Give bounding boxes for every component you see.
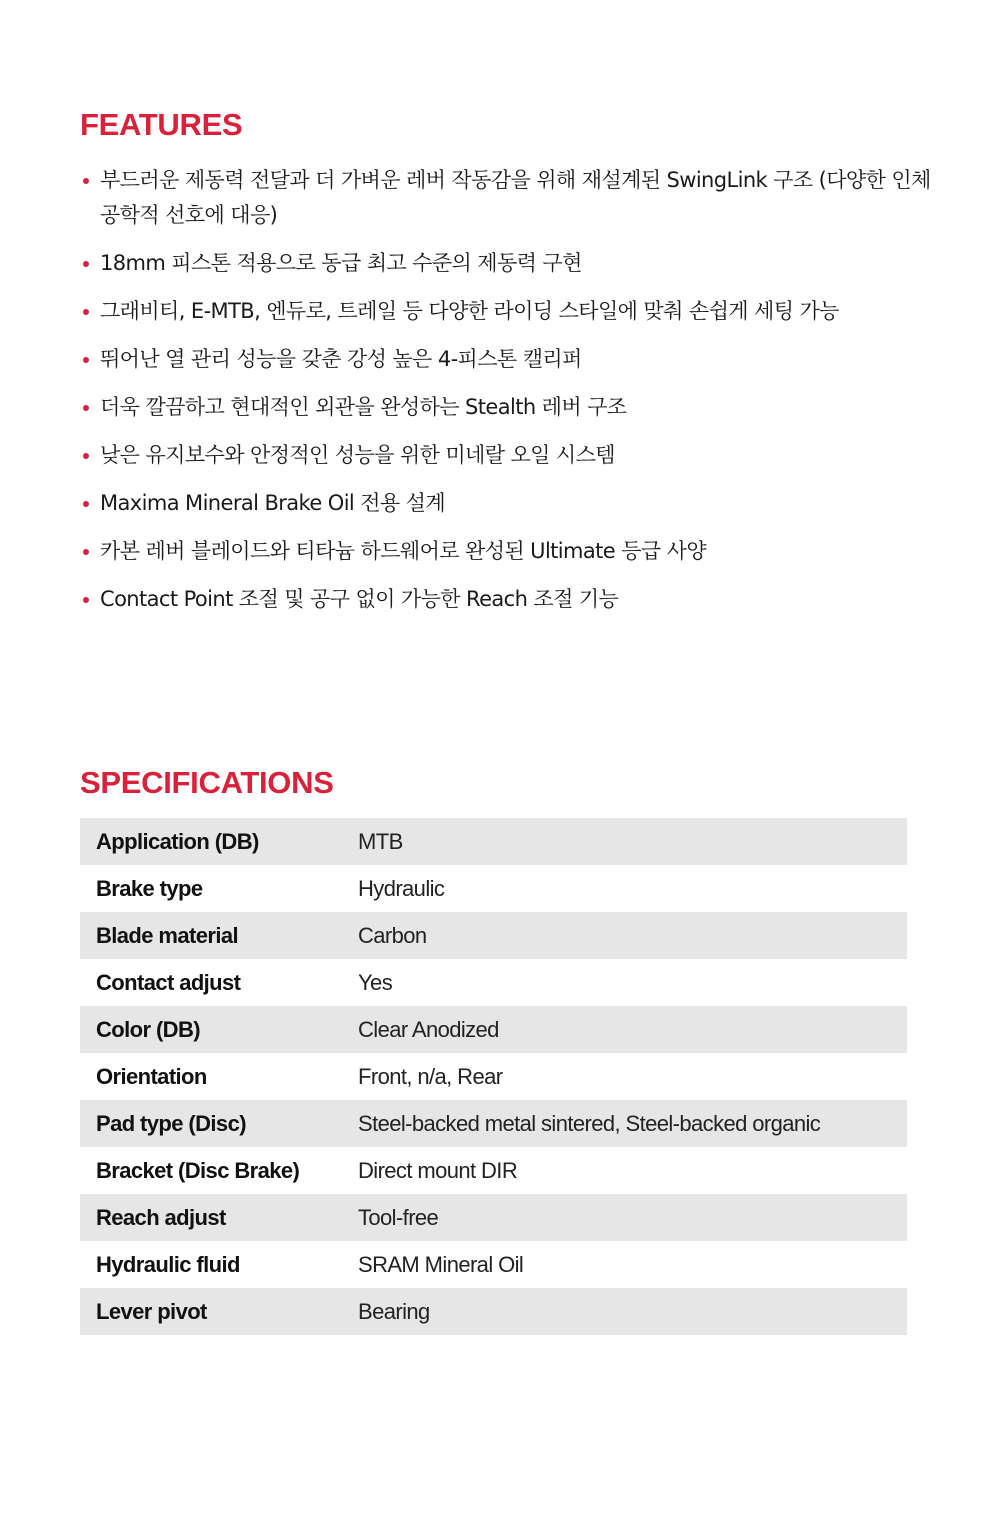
spec-value: Yes bbox=[358, 969, 393, 995]
spec-label: Color (DB) bbox=[80, 1006, 358, 1053]
specifications-table bbox=[80, 818, 907, 1335]
spec-label: Reach adjust bbox=[80, 1194, 358, 1241]
specifications-title: SPECIFICATIONS bbox=[80, 765, 334, 800]
feature-item bbox=[80, 534, 940, 569]
spec-row bbox=[80, 912, 907, 959]
bullet-icon bbox=[83, 597, 89, 603]
spec-value: Bearing bbox=[358, 1288, 907, 1335]
spec-value: Clear Anodized bbox=[358, 1006, 907, 1053]
spec-label: Contact adjust bbox=[96, 969, 241, 995]
feature-text: 18mm 피스톤 적용으로 동급 최고 수준의 제동력 구현 bbox=[100, 251, 582, 275]
bullet-icon bbox=[83, 261, 89, 267]
spec-value: Tool-free bbox=[358, 1194, 907, 1241]
spec-value: Direct mount DIR bbox=[358, 1157, 518, 1183]
feature-text: 부드러운 제동력 전달과 더 가벼운 레버 작동감을 위해 재설계된 SwingLink 구조 (다양한 인체공학적 선호에 대응) bbox=[100, 168, 931, 227]
feature-item bbox=[80, 294, 940, 329]
spec-row bbox=[80, 959, 907, 1006]
feature-item bbox=[80, 163, 940, 233]
feature-item bbox=[80, 438, 940, 473]
spec-label: Brake type bbox=[96, 875, 203, 901]
bullet-icon bbox=[83, 178, 89, 184]
spec-row bbox=[80, 1147, 907, 1194]
feature-text: 더욱 깔끔하고 현대적인 외관을 완성하는 Stealth 레버 구조 bbox=[100, 395, 627, 419]
spec-value: SRAM Mineral Oil bbox=[358, 1251, 524, 1277]
spec-value: MTB bbox=[358, 818, 907, 865]
feature-item bbox=[80, 486, 940, 521]
spec-value: Hydraulic bbox=[358, 875, 445, 901]
feature-text: 낮은 유지보수와 안정적인 성능을 위한 미네랄 오일 시스템 bbox=[100, 443, 615, 467]
spec-row bbox=[80, 1053, 907, 1100]
spec-label: Orientation bbox=[96, 1063, 207, 1089]
feature-item bbox=[80, 246, 940, 281]
feature-text: 뛰어난 열 관리 성능을 갖춘 강성 높은 4-피스톤 캘리퍼 bbox=[100, 347, 582, 371]
bullet-icon bbox=[83, 501, 89, 507]
feature-item bbox=[80, 390, 940, 425]
spec-row bbox=[80, 818, 907, 865]
feature-item bbox=[80, 582, 940, 617]
spec-label: Lever pivot bbox=[80, 1288, 358, 1335]
feature-item bbox=[80, 342, 940, 377]
spec-row bbox=[80, 1006, 907, 1053]
bullet-icon bbox=[83, 405, 89, 411]
spec-label: Hydraulic fluid bbox=[96, 1251, 240, 1277]
feature-text: Contact Point 조절 및 공구 없이 가능한 Reach 조절 기능 bbox=[100, 587, 619, 611]
bullet-icon bbox=[83, 453, 89, 459]
bullet-icon bbox=[83, 309, 89, 315]
features-title: FEATURES bbox=[80, 107, 243, 142]
spec-value: Carbon bbox=[358, 912, 907, 959]
spec-label: Application (DB) bbox=[80, 818, 358, 865]
spec-value: Front, n/a, Rear bbox=[358, 1063, 503, 1089]
feature-text: 그래비티, E-MTB, 엔듀로, 트레일 등 다양한 라이딩 스타일에 맞춰 손쉽게 세팅 가능 bbox=[100, 299, 839, 323]
spec-row bbox=[80, 1100, 907, 1147]
spec-label: Pad type (Disc) bbox=[80, 1100, 358, 1147]
spec-row bbox=[80, 1241, 907, 1288]
spec-row bbox=[80, 1288, 907, 1335]
spec-row bbox=[80, 1194, 907, 1241]
spec-label: Bracket (Disc Brake) bbox=[96, 1157, 300, 1183]
spec-row bbox=[80, 865, 907, 912]
feature-text: Maxima Mineral Brake Oil 전용 설계 bbox=[100, 491, 446, 515]
bullet-icon bbox=[83, 357, 89, 363]
spec-value: Steel-backed metal sintered, Steel-backed organic bbox=[358, 1100, 907, 1147]
spec-label: Blade material bbox=[80, 912, 358, 959]
feature-text: 카본 레버 블레이드와 티타늄 하드웨어로 완성된 Ultimate 등급 사양 bbox=[100, 539, 707, 563]
features-list bbox=[80, 163, 940, 630]
bullet-icon bbox=[83, 549, 89, 555]
